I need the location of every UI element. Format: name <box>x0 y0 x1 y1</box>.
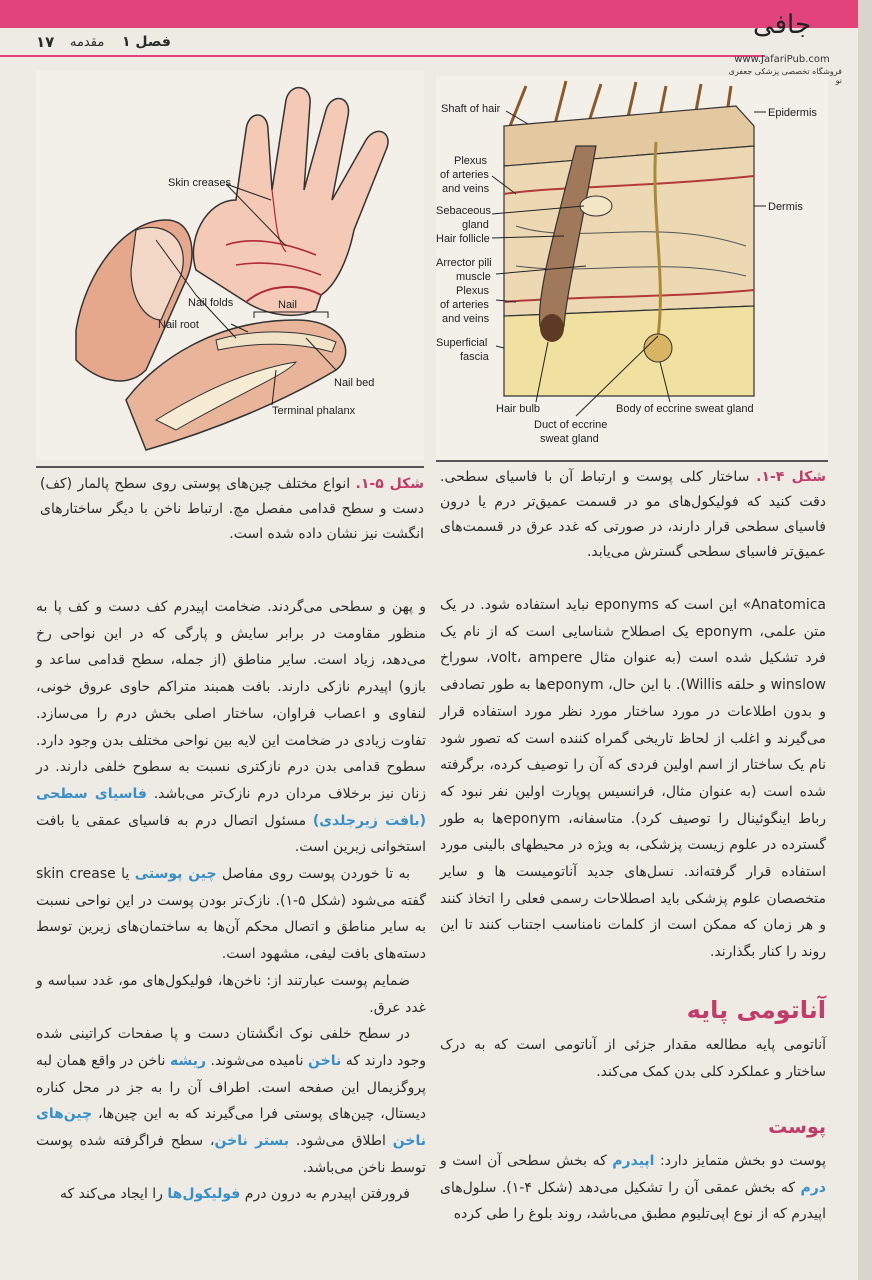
skin-illustration <box>436 76 828 460</box>
label-plexus-1b: of arteries <box>440 169 489 181</box>
figure-5-text: انواع مختلف چین‌های پوستی روی سطح پالمار (کف) دست و سطح قدامی مفصل مچ. ارتباط ناخن با دیگر ساختارهای انگشت نیز نشان داده شده است. <box>40 476 424 542</box>
right-column-paragraph-3 <box>440 1148 826 1228</box>
label-plexus-2: Plexus <box>456 285 490 297</box>
left-column <box>36 594 426 1208</box>
text-run: یا skin crease گفته می‌شود (شکل ۵-۱). نازک‌تر بودن پوست در این نواحی نسبت به سایر مناطق و اتصال محکم آن‌ها به ساختمان‌های زیرین توسط دسته‌های بافت لیفی، مشهود است. <box>36 866 426 963</box>
label-sebaceous-b: gland <box>462 219 489 231</box>
text-run: فرورفتن اپیدرم به درون درم <box>240 1186 410 1203</box>
left-paragraph-1 <box>36 594 426 861</box>
text-run: ، سطح فراگرفته شده پوست توسط ناخن می‌باشد. <box>36 1133 426 1176</box>
term-epidermis: اپیدرم <box>612 1153 655 1169</box>
left-paragraph-5 <box>36 1181 426 1208</box>
term-dermis: درم <box>800 1179 826 1196</box>
label-plexus-1c: and veins <box>442 183 490 195</box>
term-superficial-fascia: فاسیای سطحی (بافت زیرجلدی) <box>36 785 427 829</box>
logo-url: www.JafariPub.com <box>734 54 830 65</box>
text-run: و پهن و سطحی می‌گردند. ضخامت اپیدرم کف دست و کف پا به منظور مقاومت در برابر سایش و پارگی که در این نواحی رخ می‌دهد، زیاد است. سایر مناطق (از جمله، سطح قدامی ساعد و بازو) اپیدرم نازکی دارند. بافت همبند متراکم حاوی عروق خونی، لنفاوی و اعصاب فراوان، ساختار اصلی بخش درم را می‌سازد. تفاوت زیادی در ضخامت این لایه بین نواحی مختلف بدن وجود دارد. سطوح قدامی بدن درم نازکتری نسبت به سطوح خلفی دارند. در زنان نیز برخلاف مردان درم نازک‌تر می‌باشد. <box>36 599 426 802</box>
logo-mark: جافی <box>752 10 812 40</box>
logo-shop: فروشگاه تخصصی پزشکی جعفری نو <box>728 67 842 85</box>
label-plexus-1: Plexus <box>454 155 488 167</box>
label-arrector: Arrector pili <box>436 257 492 269</box>
label-epidermis: Epidermis <box>768 107 817 119</box>
term-nail-bed: بستر ناخن <box>214 1133 289 1150</box>
text-run: نامیده می‌شوند. <box>206 1052 309 1069</box>
caption-rule-right <box>436 460 828 462</box>
label-hair-follicle: Hair follicle <box>436 233 490 245</box>
text-run: در سطح خلفی نوک انگشتان دست و پا صفحات کراتینی شده وجود دارند که <box>36 1026 426 1069</box>
term-nail-folds: چین‌های ناخن <box>36 1106 426 1150</box>
label-body-eccrine: Body of eccrine sweat gland <box>616 403 754 415</box>
label-dermis: Dermis <box>768 201 803 213</box>
header-rule <box>0 55 765 57</box>
chapter-title: مقدمه <box>70 35 105 50</box>
label-nail-bed: Nail bed <box>334 377 375 389</box>
text-run: پوست دو بخش متمایز دارد: <box>654 1153 827 1169</box>
label-nail-folds: Nail folds <box>188 297 234 309</box>
figure-skin-structure <box>436 76 828 460</box>
page-number: ۱۷ <box>36 33 55 51</box>
page-edge <box>858 0 872 1280</box>
chapter-label: فصل ۱ <box>122 34 171 50</box>
text-run: را ایجاد می‌کند که <box>60 1186 168 1203</box>
term-skin-crease: چین پوستی <box>134 866 217 883</box>
caption-rule-left <box>36 466 424 468</box>
figure-5-label: شکل ۵-۱. <box>355 476 425 492</box>
label-duct: Duct of eccrine <box>534 419 608 431</box>
label-superficial: Superficial <box>436 337 488 349</box>
label-arrector-b: muscle <box>456 271 491 283</box>
text-run: ناخن در واقع همان لبه پروگزیمال این صفحه است. اطراف آن را به جز در محل کناره دیستال، چین‌های پوستی فرا می‌گیرند که به این چین‌ها، <box>36 1052 426 1123</box>
term-root: ریشه <box>169 1052 207 1069</box>
term-follicles: فولیکول‌ها <box>167 1186 241 1203</box>
basic-anatomy-paragraph: آناتومی پایه مطالعه مقدار جزئی از آناتومی است که به درک ساختار و عملکرد کلی بدن کمک می‌کند. <box>440 1037 826 1080</box>
label-superficial-b: fascia <box>460 351 489 363</box>
text-run: که بخش عمقی آن را تشکیل می‌دهد (شکل ۴-۱). سلول‌های اپیدرم که از نوع اپی‌تلیوم مطبق می‌باشد، روند بلوغ را طی کرده <box>440 1179 826 1223</box>
label-nail: Nail <box>278 299 297 311</box>
text-run: به تا خوردن پوست روی مفاصل <box>216 866 411 883</box>
hand-nail-illustration <box>36 70 424 460</box>
figure-4-text: ساختار کلی پوست و ارتباط آن با فاسیای سطحی. دقت کنید که فولیکول‌های مو در قسمت عمیق‌تر درم یا درون فاسیای سطحی قرار دارند، در صورتی که غدد عرق در قسمت‌های عمیق‌تر فاسیای سطحی گسترش می‌یابد. <box>440 469 826 560</box>
label-hair-bulb: Hair bulb <box>496 403 541 415</box>
text-run: که بخش سطحی آن است و <box>440 1153 613 1169</box>
label-duct-b: sweat gland <box>540 433 599 445</box>
section-heading-basic-anatomy: آناتومی پایه <box>686 996 826 1024</box>
subsection-heading-skin: پوست <box>768 1116 826 1138</box>
label-plexus-2c: and veins <box>442 313 490 325</box>
label-shaft-of-hair: Shaft of hair <box>441 103 501 115</box>
text-run: اطلاق می‌شود. <box>289 1133 393 1150</box>
figure-4-label: شکل ۴-۱. <box>756 469 826 485</box>
label-terminal-phalanx: Terminal phalanx <box>272 405 356 417</box>
text-run: مسئول اتصال درم به فاسیای عمقی یا بافت استخوانی زیرین است. <box>36 812 426 856</box>
right-column-paragraph-1 <box>440 592 826 966</box>
skin-paragraph <box>440 1148 826 1228</box>
label-plexus-2b: of arteries <box>440 299 489 311</box>
term-nail: ناخن <box>308 1052 342 1069</box>
label-sebaceous: Sebaceous <box>436 205 492 217</box>
right-column-paragraph-2 <box>440 1032 826 1085</box>
figure-4-caption <box>440 465 826 565</box>
label-skin-creases: Skin creases <box>168 177 231 189</box>
label-nail-root: Nail root <box>158 319 199 331</box>
left-paragraph-4 <box>36 1021 426 1181</box>
left-paragraph-3: ضمایم پوست عبارتند از: ناخن‌ها، فولیکول‌های مو، غدد سباسه و غدد عرق. <box>36 972 426 1016</box>
left-paragraph-2 <box>36 861 426 968</box>
figure-hand-nail <box>36 70 424 460</box>
figure-5-caption <box>40 472 424 547</box>
eponym-paragraph: Anatomica» این است که eponyms نباید استفاده شود. در یک متن علمی، eponym یک اصطلاح شناسایی است که از نام یک فرد تشکیل شده است (به عنوان مثال volt، ampere، سوراخ winslow و حلقه Willis). با این حال، eponymها به طور تصادفی و بدون اطلاعات در مورد ساختار مورد نظر مورد استفاده قرار می‌گیرند و اغلب از لحاظ تاریخی گمراه کننده است که تصور شود نام یک ساختار از اسم اولین فردی که آن را توصیف کرده، برگرفته شده است (به عنوان مثال، فرانسیس پوپارت اولین نفر نبود که رباط اینگوئینال را توصیف کرد). متاسفانه، eponymها به طور گسترده در علوم زیست پزشکی، به ویژه در محیطهای بالینی مورد استفاده قرار گرفته‌اند. نسل‌های جدید آناتومیست ها و سایر متخصصان علوم پزشکی باید اصطلاحات رسمی فعلی را اتخاذ کنند و هر زمان که ممکن است از کلمات نامناسب اجتناب کنند تا این روند را کنار بگذارند. <box>440 597 826 961</box>
